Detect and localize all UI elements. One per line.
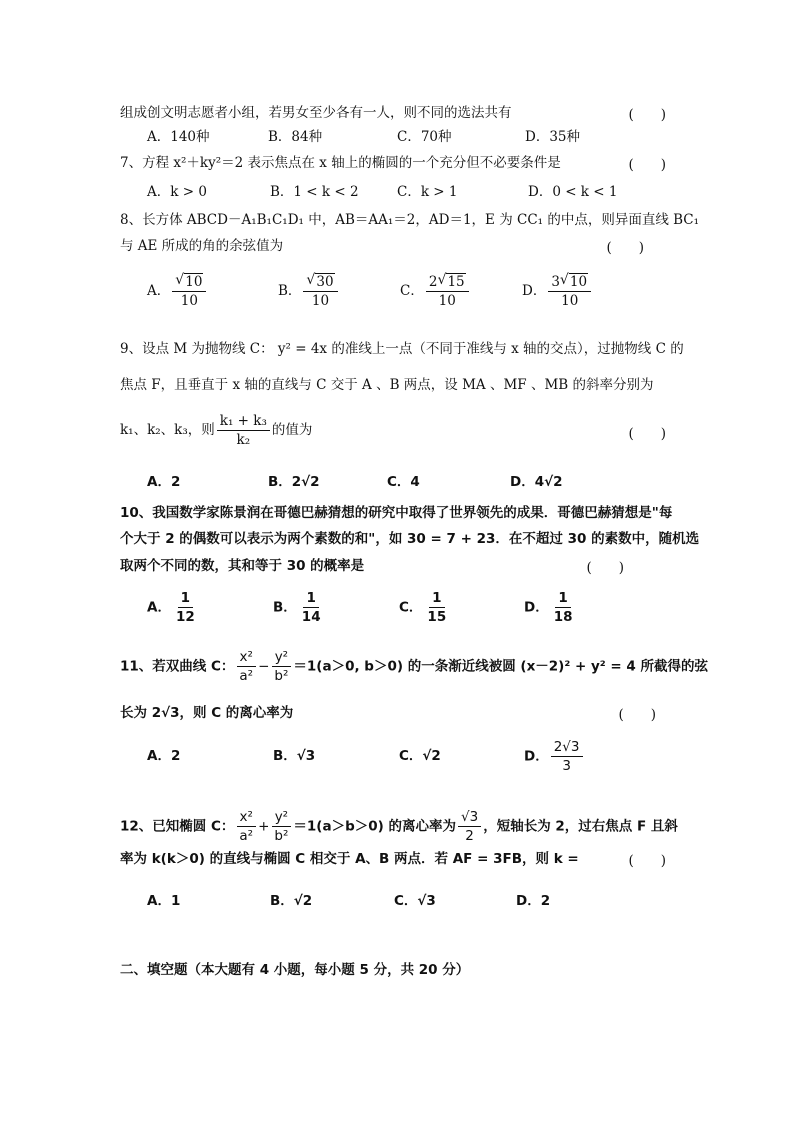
q6-option-b: B．84种 (268, 129, 323, 145)
q7-option-c: C．k > 1 (397, 184, 458, 200)
q12-ecc-num: √3 (458, 808, 481, 827)
q8-d-denominator: 10 (561, 293, 579, 309)
q9-ratio-fraction (217, 412, 270, 449)
q11-stem-post: ＝1(a＞0, b＞0) 的一条渐近线被圆 (x－2)² + y² = 4 所截得的弦 (293, 658, 708, 675)
q12-option-d: D．2 (516, 893, 551, 909)
q8-option-a (147, 273, 208, 310)
q11-stem-pre: 11、若双曲线 C： (120, 658, 235, 675)
q12-x-num: x² (237, 808, 256, 827)
q7-option-a: A．k > 0 (147, 184, 207, 200)
q10-option-a (147, 589, 200, 626)
q6-answer-paren: ( ) (628, 107, 666, 123)
q12-y-num: y² (272, 808, 291, 827)
q10-option-d-fraction (551, 589, 576, 626)
q6-stem: 组成创文明志愿者小组，若男女至少各有一人，则不同的选法共有 (120, 105, 512, 121)
q12-stem-pre: 12、已知椭圆 C： (120, 818, 235, 835)
q8-a-radicand: 10 (185, 274, 203, 290)
q10-d-denominator: 18 (553, 609, 573, 625)
q10-option-d (524, 589, 578, 626)
q11-y-num: y² (272, 648, 291, 667)
q8-c-denominator: 10 (438, 293, 456, 309)
q10-stem-line2: 个大于 2 的偶数可以表示为两个素数的和"，如 30 = 7 + 23．在不超过 30 的素数中，随机选 (120, 531, 700, 547)
q8-option-b (278, 273, 340, 310)
q12-option-a: A．1 (147, 893, 181, 909)
q8-option-b-fraction: √ 30 10 (303, 273, 337, 310)
q10-option-a-fraction (173, 589, 198, 626)
q11-option-d-label: D． (524, 748, 549, 765)
q12-eccentricity-fraction (458, 808, 481, 845)
q8-option-c-label: C． (400, 283, 424, 299)
q10-stem-line1: 10、我国数学家陈景润在哥德巴赫猜想的研究中取得了世界领先的成果．哥德巴赫猜想是"每 (120, 505, 673, 521)
q7-answer-paren: ( ) (628, 157, 666, 173)
q10-answer-paren: ( ) (586, 560, 624, 576)
q6-option-d: D．35种 (525, 129, 581, 145)
q9-option-d: D．4√2 (510, 474, 563, 490)
q11-option-d (524, 738, 585, 775)
q11-stem-line1: 11、若双曲线 C： $\frac{\text{x²}}{\text{a²}}$ − $\frac{\text{y²}}{\text{b²}}$ ＝1(a＞0, b＞0) 的一条渐近线被圆 (x－2)² + y² = 4 所截得的弦 (120, 649, 708, 684)
q8-option-d (522, 273, 593, 310)
q7-stem: 7、方程 x²＋ky²＝2 表示焦点在 x 轴上的椭圆的一个充分但不必要条件是 (120, 155, 561, 171)
q6-option-a: A．140种 (147, 129, 210, 145)
q11-stem-line2: 长为 2√3，则 C 的离心率为 (120, 705, 294, 721)
q11-option-b: B．√3 (273, 748, 316, 764)
q8-c-coef: 2 (428, 274, 438, 290)
q9-option-b: B．2√2 (268, 474, 320, 490)
q11-y-fraction (271, 648, 291, 685)
section-2-heading: 二、填空题（本大题有 4 小题，每小题 5 分，共 20 分） (120, 962, 470, 978)
q10-option-c-fraction (424, 589, 449, 626)
q11-d-numerator: 2√3 (551, 738, 583, 757)
q9-answer-paren: ( ) (628, 426, 666, 442)
q6-option-c: C．70种 (397, 129, 452, 145)
q8-b-radicand: 30 (316, 274, 334, 290)
q8-option-d-fraction: 3 √ 10 10 (548, 273, 591, 310)
q8-d-coef: 3 (551, 274, 560, 290)
q10-option-b (273, 589, 326, 626)
q12-ecc-den: 2 (465, 828, 474, 844)
q8-answer-paren: ( ) (606, 240, 644, 256)
q8-d-radicand: 10 (569, 274, 588, 290)
q10-option-c-label: C． (399, 599, 423, 616)
q11-option-d-fraction (551, 738, 583, 775)
q10-a-denominator: 12 (175, 609, 195, 625)
q12-answer-paren: ( ) (628, 853, 666, 869)
q10-b-denominator: 14 (301, 609, 321, 625)
q11-x-den: a² (239, 668, 254, 684)
q8-option-c (400, 273, 471, 310)
q9-stem-line3 (120, 412, 312, 449)
q7-option-d: D．0 < k < 1 (528, 184, 618, 200)
q10-stem-line3: 取两个不同的数，其和等于 30 的概率是 (120, 558, 365, 574)
q11-x-num: x² (237, 648, 256, 667)
q11-answer-paren: ( ) (618, 707, 656, 723)
q12-stem-line2: 率为 k(k＞0) 的直线与椭圆 C 相交于 A、B 两点．若 AF = 3FB，则 k = (120, 851, 579, 867)
q12-y-fraction (271, 808, 291, 845)
q10-option-d-label: D． (524, 599, 549, 616)
q9-ratio-denominator: k₂ (236, 432, 251, 448)
q11-option-a: A．2 (147, 748, 181, 764)
q8-c-radicand: 15 (447, 274, 465, 290)
q8-option-a-label: A． (147, 283, 171, 299)
q8-option-d-label: D． (522, 283, 547, 299)
q8-a-denominator: 10 (180, 293, 198, 309)
q10-c-numerator: 1 (429, 589, 444, 608)
q12-x-fraction (236, 808, 256, 845)
q10-option-c (399, 589, 451, 626)
q10-d-numerator: 1 (555, 589, 570, 608)
q12-option-c: C．√3 (394, 893, 436, 909)
q9-option-a: A．2 (147, 474, 181, 490)
q8-option-a-fraction: √ 10 10 (172, 273, 206, 310)
q9-ratio-numerator: k₁ + k₃ (217, 412, 270, 431)
q7-option-b: B．1 < k < 2 (270, 184, 359, 200)
q10-b-numerator: 1 (303, 589, 318, 608)
q10-option-b-fraction (299, 589, 324, 626)
q8-option-b-label: B． (278, 283, 302, 299)
q11-d-denominator: 3 (562, 758, 571, 774)
q11-x-fraction (236, 648, 256, 685)
q8-stem-line2: 与 AE 所成的角的余弦值为 (120, 238, 284, 254)
q12-option-b: B．√2 (270, 893, 313, 909)
q8-stem-line1: 8、长方体 ABCD－A₁B₁C₁D₁ 中，AB＝AA₁＝2，AD＝1，E 为 CC₁ 的中点，则异面直线 BC₁ (120, 212, 700, 228)
q12-y-den: b² (274, 828, 289, 844)
q10-option-b-label: B． (273, 599, 297, 616)
q12-stem-mid: ＝1(a＞b＞0) 的离心率为 (293, 818, 456, 835)
q9-stem-line2: 焦点 F，且垂直于 x 轴的直线与 C 交于 A 、B 两点，设 MA 、MF 、MB 的斜率分别为 (120, 377, 654, 393)
q9-option-c: C．4 (387, 474, 420, 490)
q9-stem-line1: 9、设点 M 为抛物线 C： y² = 4x 的准线上一点（不同于准线与 x 轴的交点），过抛物线 C 的 (120, 341, 684, 357)
q9-k-list: k₁、k₂、k₃，则 (120, 422, 215, 438)
q12-stem-line1: 12、已知椭圆 C： $\frac{\text{x²}}{\text{a²}}$ + $\frac{\text{y²}}{\text{b²}}$ ＝1(a＞b＞0) 的离心率为 $\frac{√3}{2}$ ，短轴长为 2，过右焦点 F 且斜 (120, 809, 678, 844)
q12-x-den: a² (239, 828, 254, 844)
q12-stem-post: ，短轴长为 2，过右焦点 F 且斜 (483, 818, 678, 835)
q9-stem-tail: 的值为 (271, 422, 313, 438)
q8-b-denominator: 10 (311, 293, 330, 309)
q8-option-c-fraction: 2 √ 15 10 (426, 273, 469, 310)
q10-a-numerator: 1 (178, 589, 193, 608)
q10-c-denominator: 15 (427, 609, 447, 625)
q11-y-den: b² (274, 668, 289, 684)
q11-option-c: C．√2 (399, 748, 441, 764)
q10-option-a-label: A． (147, 599, 171, 616)
